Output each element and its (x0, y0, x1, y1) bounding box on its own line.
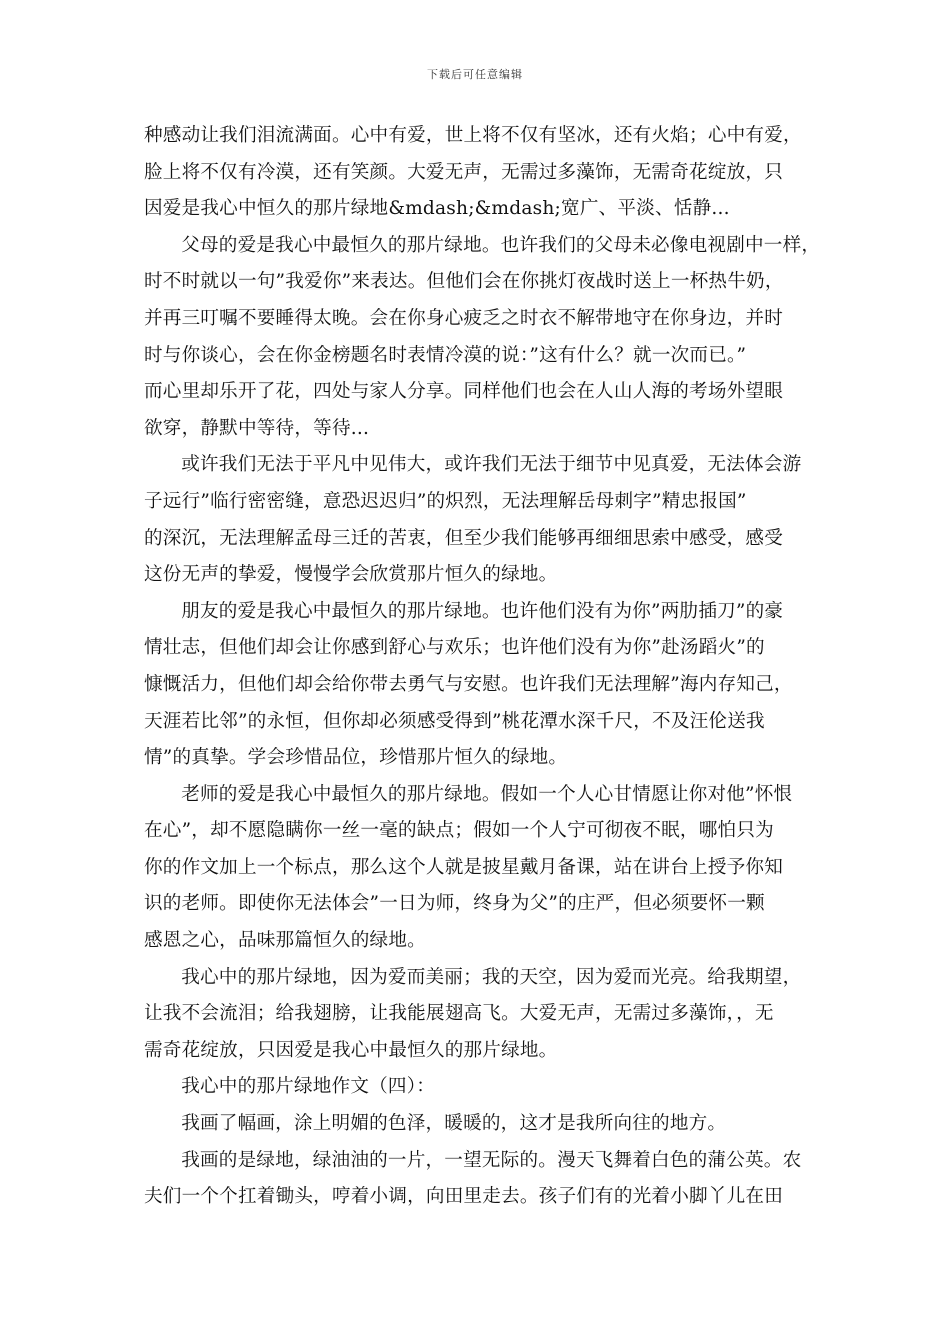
text-line: 欲穿，静默中等待，等待... (144, 417, 370, 439)
text-line: 让我不会流泪；给我翅膀，让我能展翅高飞。大爱无声，无需过多藻饰，，无 (144, 1003, 774, 1025)
text-line: 父母的爱是我心中最恒久的那片绿地。也许我们的父母未必像电视剧中一样， (181, 234, 821, 256)
text-line: 而心里却乐开了花，四处与家人分享。同样他们也会在人山人海的考场外望眼 (144, 381, 783, 403)
text-line: 天涯若比邻”的永恒，但你却必须感受得到”桃花潭水深千尺，不及汪伦送我 (144, 710, 765, 732)
text-line: 识的老师。即使你无法体会”一日为师，终身为父”的庄严，但必须要怀一颗 (144, 893, 765, 915)
text-line: 需奇花绽放，只因爱是我心中最恒久的那片绿地。 (144, 1039, 558, 1061)
text-line: 并再三叮嘱不要睡得太晚。会在你身心疲乏之时衣不解带地守在你身边，并时 (144, 307, 783, 329)
text-line: 情”的真挚。学会珍惜品位，珍惜那片恒久的绿地。 (144, 747, 568, 769)
text-line: 子远行”临行密密缝，意恐迟迟归”的炽烈，无法理解岳母刺字”精忠报国” (144, 490, 747, 512)
text-line: 这份无声的挚爱，慢慢学会欣赏那片恒久的绿地。 (144, 564, 558, 586)
text-line: 我画了幅画，涂上明媚的色泽，暖暖的，这才是我所向往的地方。 (181, 1113, 727, 1135)
text-line: 时与你谈心，会在你金榜题名时表情冷漠的说：”这有什么？就一次而已。” (144, 344, 747, 366)
text-line: 在心”，却不愿隐瞒你一丝一毫的缺点；假如一个人宁可彻夜不眠，哪怕只为 (144, 820, 774, 842)
text-line: 我心中的那片绿地作文（四）： (181, 1076, 436, 1098)
text-line: 因爱是我心中恒久的那片绿地&mdash;&mdash;宽广、平淡、恬静... (144, 198, 730, 220)
text-line: 我心中的那片绿地，因为爱而美丽；我的天空，因为爱而光亮。给我期望， (181, 966, 802, 988)
text-line: 老师的爱是我心中最恒久的那片绿地。假如一个人心甘情愿让你对他”怀恨 (181, 783, 793, 805)
text-line: 感恩之心，品味那篇恒久的绿地。 (144, 930, 426, 952)
text-line: 朋友的爱是我心中最恒久的那片绿地。也许他们没有为你”两肋插刀”的豪 (181, 600, 784, 622)
text-line: 脸上将不仅有冷漠，还有笑颜。大爱无声，无需过多藻饰，无需奇花绽放，只 (144, 161, 783, 183)
document-body (144, 118, 821, 1216)
text-line: 情壮志，但他们却会让你感到舒心与欢乐；也许他们没有为你”赴汤蹈火”的 (144, 637, 765, 659)
text-line: 我画的是绿地，绿油油的一片，一望无际的。漫天飞舞着白色的蒲公英。农 (181, 1149, 802, 1171)
text-line: 的深沉，无法理解孟母三迁的苦衷，但至少我们能够再细细思索中感受，感受 (144, 527, 783, 549)
text-line: 或许我们无法于平凡中见伟大，或许我们无法于细节中见真爱，无法体会游 (181, 454, 802, 476)
text-line: 慷慨活力，但他们却会给你带去勇气与安慰。也许我们无法理解”海内存知己， (144, 673, 793, 695)
page-header: 下载后可任意编辑 (427, 68, 523, 81)
text-line: 种感动让我们泪流满面。心中有爱，世上将不仅有坚冰，还有火焰；心中有爱， (144, 125, 802, 146)
text-line: 你的作文加上一个标点，那么这个人就是披星戴月备课，站在讲台上授予你知 (144, 856, 783, 878)
text-line: 时不时就以一句”我爱你”来表达。但他们会在你挑灯夜战时送上一杯热牛奶， (144, 271, 784, 293)
text-line: 夫们一个个扛着锄头，哼着小调，向田里走去。孩子们有的光着小脚丫儿在田 (144, 1186, 783, 1208)
